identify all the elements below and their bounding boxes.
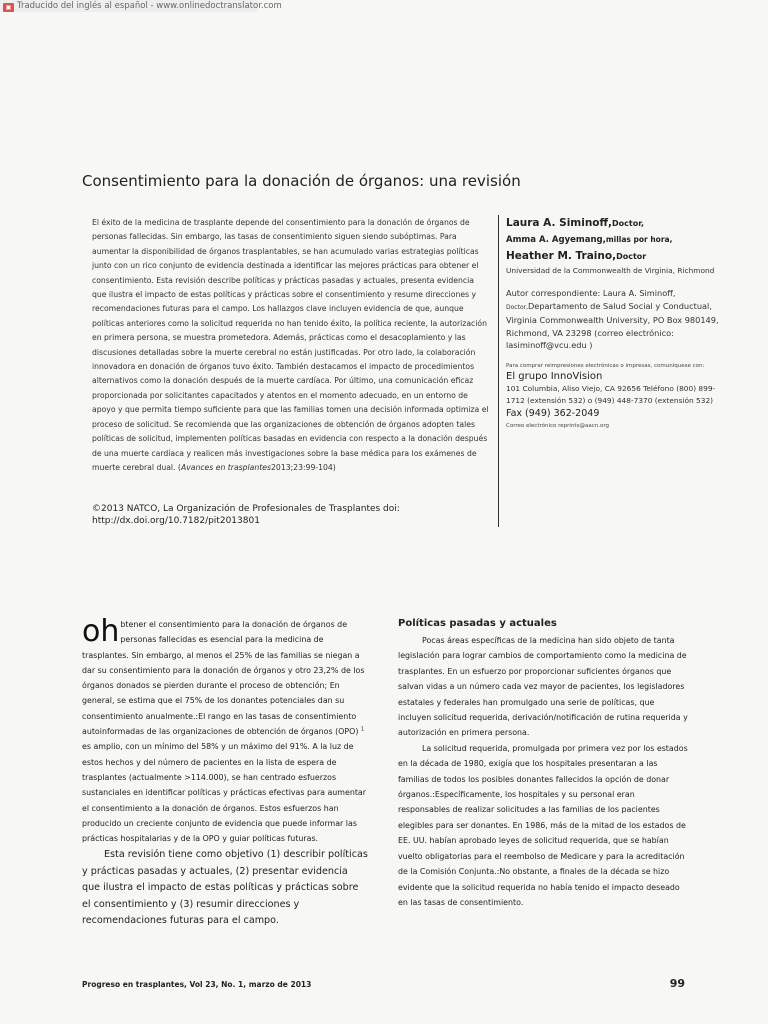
reprints-email[interactable]: Correo electrónico reprints@aacn.org xyxy=(506,423,609,429)
intro-paragraph xyxy=(82,614,368,846)
section-paragraph-1: Pocas áreas específicas de la medicina han sido objeto de tanta legislación para lograr cambios de comportamiento como la medicina de trasplantes. En un esfuerzo por proporcionar suficientes órganos que salvan vidas a un número cada vez mayor de pacientes, los legisladores estatales y federales han promulgado una serie de políticas, que incluyen solicitud requerida, derivación/notificación de rutina requerida y autorización en primera persona. xyxy=(398,636,688,738)
copyright-doi[interactable]: ©2013 NATCO, La Organización de Profesionales de Trasplantes doi: http://dx.doi.org/10.7182/pit2013801 xyxy=(92,504,400,526)
footnote-ref[interactable]: 1 xyxy=(360,726,365,733)
abstract-citation: 2013;23:99-104) xyxy=(271,462,336,472)
column-divider xyxy=(498,215,499,527)
author-1 xyxy=(506,215,721,232)
author-3-degree: Doctor xyxy=(616,252,647,261)
abstract-journal: Avances en trasplantes xyxy=(180,462,272,472)
reprints-note: Para comprar reimpresiones electrónicas o impresas, comuníquese con: xyxy=(506,362,705,369)
intro-text-a: btener el consentimiento para la donación de órganos de personas fallecidas es esencial para la medicina de trasplantes. Sin embargo, al menos el 25% de las familias se niegan a dar su consentimiento para la donación de órganos y otro 23,2% de los órganos donados se pierden durante el proceso de obtención; En general, se estima que el 75% de los donantes potenciales dan su consentimiento anualmente.:El rango en las tasas de consentimiento autoinformadas de las organizaciones de obtención de órganos (OPO) xyxy=(82,620,365,737)
pdf-translator-icon: ▣ xyxy=(3,3,14,12)
abstract-body: El éxito de la medicina de trasplante depende del consentimiento para la donación de órganos de personas fallecidas. Sin embargo, las tasas de consentimiento siguen siendo subóptimas. Para aumentar la disponibilidad de órganos trasplantables, se han acumulado varias estrategias políticas junto con un rico conjunto de evidencia destinada a identificar las mejores prácticas para obtener el consentimiento. Esta revisión describe políticas y prácticas pasadas y actuales, presenta evidencia que ilustra el impacto de estas políticas y prácticas sobre el consentimiento y resume direcciones y recomendaciones futuras para el campo. Los hallazgos clave incluyen evidencia de que, aunque políticas anteriores como la solicitud requerida no han tenido éxito, la política reciente, la autorización en primera persona, se muestra prometedora. Además, prácticas como el desacoplamiento y las discusiones detalladas sobre la muerte cerebral no están justificadas. Por otro lado, la colaboración innovadora en donación de órganos tuvo éxito. También destacamos el impacto de procedimientos alternativos como la donación después de la muerte cardíaca. Por último, una comunicación eficaz proporcionada por solicitantes capacitados y atentos en el momento adecuado, en un entorno de apoyo y que permita tiempo suficiente para que las familias tomen una decisión informada optimiza el proceso de solicitud. Se recomienda que las organizaciones de obtención de órganos adopten tales políticas de solicitud, implementen políticas basadas en evidencia con respecto a la donación después de una muerte cardíaca y realicen más investigaciones sobre la base médica para los exámenes de muerte cerebral dual. ( xyxy=(92,218,489,472)
section-heading: Políticas pasadas y actuales xyxy=(398,618,557,629)
left-column xyxy=(82,614,368,930)
section-paragraph-2: La solicitud requerida, promulgada por primera vez por los estados en la década de 1980, exigía que los hospitales presentaran a las familias de todos los posibles donantes fallecidos la opción de donar órganos.:Específicamente, los hospitales y su personal eran responsables de realizar solicitudes a las familias de los pacientes elegibles para ser donantes. En 1986, más de la mitad de los estados de EE. UU. habían aprobado leyes de solicitud requerida, que se habían vuelto obligatorias para el reembolso de Medicare y para la acreditación de la Comisión Conjunta.:No obstante, a finales de la década se hizo evidente que la solicitud requerida no había tenido el impacto deseado en las tasas de consentimiento. xyxy=(398,743,688,907)
author-2-name: Amma A. Agyemang, xyxy=(506,235,606,245)
abstract xyxy=(92,216,490,475)
author-2-degree: millas por hora, xyxy=(605,235,673,244)
corr-body[interactable]: Departamento de Salud Social y Conductual, Virginia Commonwealth University, PO Box 980149, Richmond, VA 23298 (correo electrónico: lasiminoff@vcu.edu ) xyxy=(506,300,719,350)
affiliation: Universidad de la Commonwealth de Virginia, Richmond xyxy=(506,266,715,275)
author-1-degree: Doctor, xyxy=(612,219,645,228)
drop-cap: oh xyxy=(82,614,120,649)
intro-text-b: es amplio, con un mínimo del 58% y un máximo del 91%. A la luz de estos hechos y del número de pacientes en la lista de espera de trasplantes (actualmente >114.000), se han centrado esfuerzos sustanciales en identificar políticas y prácticas efectivas para aumentar el consentimiento a la donación de órganos. Estos esfuerzos han producido un creciente conjunto de evidencia que puede informar las prácticas hospitalarias y de la OPO y guiar políticas futuras. xyxy=(82,742,366,844)
innovision-name: El grupo InnoVision xyxy=(506,371,603,382)
article-title: Consentimiento para la donación de órganos: una revisión xyxy=(82,172,521,190)
page-number: 99 xyxy=(669,977,685,990)
author-3-name: Heather M. Traino, xyxy=(506,250,617,262)
banner-text[interactable]: Traducido del inglés al español - www.onlinedoctranslator.com xyxy=(17,1,282,11)
translator-banner[interactable] xyxy=(0,0,282,12)
footer-journal: Progreso en trasplantes, Vol 23, No. 1, marzo de 2013 xyxy=(82,980,312,989)
author-3 xyxy=(506,248,721,265)
corr-degree: Doctor, xyxy=(506,303,528,311)
right-column xyxy=(398,617,688,910)
corr-label: Autor correspondiente: Laura A. Siminoff, xyxy=(506,288,676,298)
author-1-name: Laura A. Siminoff, xyxy=(506,217,613,229)
aims-paragraph: Esta revisión tiene como objetivo (1) describir políticas y prácticas pasadas y actuales, (2) presentar evidencia que ilustra el impacto de estas políticas y prácticas sobre el consentimiento y (3) resumir direcciones y recomendaciones futuras para el campo. xyxy=(82,849,368,927)
corresponding-author xyxy=(506,287,721,352)
author-2 xyxy=(506,232,721,248)
innovision-address: 101 Columbia, Aliso Viejo, CA 92656 Teléfono (800) 899-1712 (extensión 532) o (949) 448-7370 (extensión 532) xyxy=(506,384,716,405)
author-block xyxy=(506,215,721,431)
innovision-fax: Fax (949) 362-2049 xyxy=(506,408,600,419)
